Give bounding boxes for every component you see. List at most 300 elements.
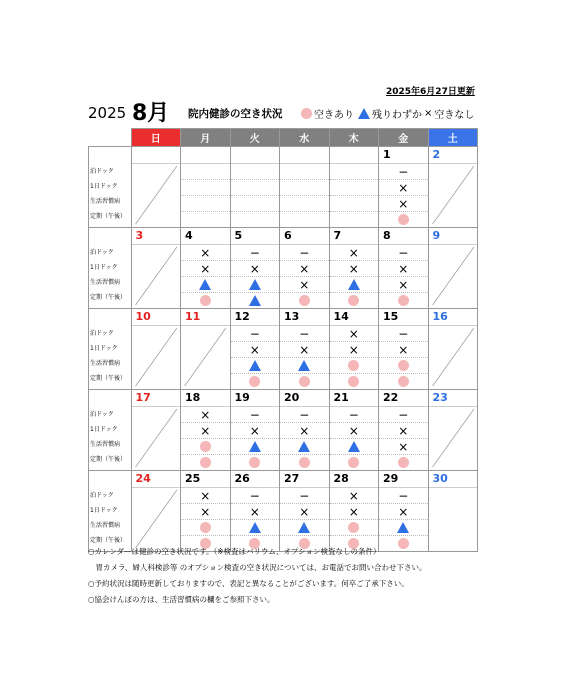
availability-slot [231,520,280,536]
status-mark: × [200,261,211,276]
day-number: 9 [429,228,478,245]
availability-slot [280,245,329,261]
day-number: 28 [330,471,379,488]
availability-slot [231,293,280,308]
availability-slot [181,520,230,536]
label-column-header [89,129,132,147]
availability-slot [330,358,379,374]
availability-slot [330,212,379,227]
status-mark: × [348,245,359,260]
row-label: 定期（午後） [90,537,127,544]
availability-slot [181,504,230,520]
status-mark: − [299,488,310,503]
day-number: 11 [181,309,230,326]
availability-slot [231,504,280,520]
row-label: 泊ドック [90,492,114,499]
availability-slot [330,455,379,470]
row-label: 1日ドック [90,264,118,271]
day-cell [280,147,330,228]
row-labels [89,228,132,309]
status-mark: − [398,326,409,341]
availability-slot [280,277,329,293]
closed-slash [132,164,181,226]
availability-slot [280,180,329,196]
status-mark: × [348,488,359,503]
availability-slot [231,488,280,504]
available-circle-icon [299,457,310,468]
day-cell [181,147,231,228]
status-mark: × [398,342,409,357]
availability-slot [181,407,230,423]
day-number: 20 [280,390,329,407]
day-cell [230,390,280,471]
row-label: 泊ドック [90,411,114,418]
available-circle-icon [200,457,211,468]
few-triangle-icon [249,441,261,452]
closed-slash [132,245,181,307]
availability-slot [231,180,280,196]
available-circle-icon [249,376,260,387]
availability-slot [330,520,379,536]
calendar-header [88,96,488,126]
available-circle-icon [299,376,310,387]
few-triangle-icon [348,441,360,452]
week-row [89,390,478,471]
row-labels [89,147,132,228]
status-mark: × [398,439,409,454]
availability-slot [330,407,379,423]
availability-slot [181,261,230,277]
availability-slot [280,520,329,536]
availability-slot [330,439,379,455]
few-triangle-icon [397,522,409,533]
notes [88,544,426,608]
few-triangle-icon [298,441,310,452]
availability-slot [280,423,329,439]
availability-slot [379,342,428,358]
status-mark: × [398,196,409,211]
availability-slot [280,261,329,277]
row-label: 生活習慣病 [90,198,121,205]
weekday-header-row [89,129,478,147]
availability-slot [231,277,280,293]
weekday-mon: 月 [181,129,231,147]
day-cell [329,147,379,228]
status-mark: − [299,245,310,260]
day-number [280,147,329,164]
day-number: 24 [132,471,181,488]
status-mark: × [299,261,310,276]
note-2: 胃カメラ、婦人科検診等 のオプション検査の空き状況については、お電話でお問い合わせ下さい。 [88,563,427,572]
legend-available [301,106,354,121]
available-circle-icon [348,522,359,533]
availability-slot [231,407,280,423]
availability-slot [379,164,428,180]
availability-slot [181,293,230,308]
day-cell [280,228,330,309]
closed-slash [429,407,478,469]
availability-slot [330,245,379,261]
row-label: 泊ドック [90,330,114,337]
day-number [132,147,181,164]
status-mark: × [200,423,211,438]
availability-slot [231,164,280,180]
day-cell [181,390,231,471]
day-cell [131,147,181,228]
triangle-icon [358,108,370,119]
availability-slot [429,518,478,533]
updated-date: 2025年6月27日更新 [386,87,475,97]
weekday-tue: 火 [230,129,280,147]
day-cell [181,228,231,309]
few-triangle-icon [199,279,211,290]
status-mark: × [299,342,310,357]
availability-slot [231,212,280,227]
day-cell [230,147,280,228]
row-label: 定期（午後） [90,456,127,463]
day-cell [379,309,429,390]
available-circle-icon [398,360,409,371]
status-mark: × [398,261,409,276]
day-number: 7 [330,228,379,245]
availability-slot [231,423,280,439]
day-number: 17 [132,390,181,407]
legend-none [424,106,474,121]
row-label: 1日ドック [90,507,118,514]
few-triangle-icon [348,279,360,290]
available-circle-icon [200,522,211,533]
day-cell [379,228,429,309]
day-number: 6 [280,228,329,245]
day-cell [428,228,478,309]
status-mark: × [249,261,260,276]
closed-slash [132,326,181,388]
status-mark: × [299,277,310,292]
availability-slot [379,261,428,277]
status-mark: × [398,180,409,195]
note-4: ○協会けんぽの方は、生活習慣病の欄をご参照下さい。 [88,595,275,604]
availability-slot [280,326,329,342]
few-triangle-icon [298,522,310,533]
availability-slot [181,455,230,470]
day-number: 29 [379,471,428,488]
weekday-fri: 金 [379,129,429,147]
day-number: 19 [231,390,280,407]
day-cell [181,471,231,552]
availability-slot [379,180,428,196]
availability-slot [181,488,230,504]
availability-slot [280,196,329,212]
day-number: 21 [330,390,379,407]
status-mark: − [299,326,310,341]
row-label: 1日ドック [90,345,118,352]
availability-slot [280,358,329,374]
day-number: 8 [379,228,428,245]
week-row [89,309,478,390]
available-circle-icon [398,214,409,225]
day-cell [379,390,429,471]
status-mark: − [249,407,260,422]
legend-few [358,106,422,121]
availability-slot [280,407,329,423]
availability-slot [379,245,428,261]
day-cell [230,228,280,309]
day-number: 30 [429,471,478,488]
status-mark: − [398,164,409,179]
day-cell [428,309,478,390]
availability-slot [231,261,280,277]
status-mark: × [249,504,260,519]
day-cell [379,147,429,228]
availability-slot [379,488,428,504]
page-title: 院内健診の空き状況 [188,108,283,120]
day-cell [329,390,379,471]
status-mark: − [348,407,359,422]
day-number: 27 [280,471,329,488]
day-cell [329,309,379,390]
status-mark: × [200,504,211,519]
availability-slot [379,212,428,227]
availability-slot [231,439,280,455]
day-cell [329,471,379,552]
available-circle-icon [398,457,409,468]
status-mark: × [348,423,359,438]
availability-slot [231,245,280,261]
availability-slot [429,488,478,503]
day-number: 10 [132,309,181,326]
day-cell [280,471,330,552]
day-cell [131,471,181,552]
availability-slot [330,374,379,389]
status-mark: − [398,488,409,503]
day-number: 4 [181,228,230,245]
day-number: 1 [379,147,428,164]
availability-slot [330,180,379,196]
row-label: 定期（午後） [90,294,127,301]
week-row [89,471,478,552]
weekday-sun: 日 [131,129,181,147]
available-circle-icon [348,295,359,306]
few-triangle-icon [249,522,261,533]
status-mark: − [398,407,409,422]
day-cell [428,471,478,552]
closed-slash [132,488,181,550]
availability-slot [429,533,478,548]
status-mark: × [200,245,211,260]
available-circle-icon [299,295,310,306]
day-number: 12 [231,309,280,326]
status-mark: × [249,342,260,357]
availability-slot [181,439,230,455]
calendar-table [88,128,478,552]
day-number: 14 [330,309,379,326]
availability-slot [280,455,329,470]
day-number: 25 [181,471,230,488]
row-label: 生活習慣病 [90,279,121,286]
status-mark: − [299,407,310,422]
availability-slot [379,277,428,293]
row-label: 定期（午後） [90,213,127,220]
day-number: 18 [181,390,230,407]
availability-slot [379,293,428,308]
closed-slash [132,407,181,469]
availability-slot [280,164,329,180]
month: 8月 [132,101,170,126]
available-circle-icon [348,360,359,371]
availability-slot [280,374,329,389]
status-mark: × [200,407,211,422]
closed-slash [429,326,478,388]
day-cell [181,309,231,390]
status-mark: − [249,326,260,341]
availability-slot [330,488,379,504]
status-mark: × [348,342,359,357]
note-1: ○カレンダーは健診の空き状況です。（※検査はバリウム、オプション検査なしの条件） [88,547,381,556]
day-number: 16 [429,309,478,326]
status-mark: × [398,423,409,438]
status-mark: × [348,326,359,341]
availability-slot [379,520,428,536]
day-cell [280,309,330,390]
row-label: 生活習慣病 [90,441,121,448]
availability-slot [379,423,428,439]
row-label: 生活習慣病 [90,522,121,529]
status-mark: × [299,504,310,519]
available-circle-icon [348,457,359,468]
note-3: ○予約状況は随時更新しておりますので、表記と異なることがございます。何卒ご了承下さい。 [88,579,409,588]
availability-slot [231,374,280,389]
day-cell [131,390,181,471]
availability-slot [379,504,428,520]
cross-icon: × [424,108,433,119]
row-labels [89,471,132,552]
closed-slash [429,164,478,226]
row-labels [89,309,132,390]
closed-slash [181,326,230,388]
availability-slot [181,212,230,227]
availability-slot [181,164,230,180]
day-cell [131,228,181,309]
few-triangle-icon [249,360,261,371]
day-cell [230,471,280,552]
availability-slot [280,293,329,308]
weekday-thu: 木 [329,129,379,147]
row-labels [89,390,132,471]
row-label: 定期（午後） [90,375,127,382]
row-label: 生活習慣病 [90,360,121,367]
availability-slot [280,504,329,520]
day-number: 3 [132,228,181,245]
availability-slot [231,358,280,374]
availability-slot [181,423,230,439]
row-label: 泊ドック [90,168,114,175]
status-mark: × [348,261,359,276]
status-mark: × [348,504,359,519]
day-cell [428,147,478,228]
legend-available-label: 空きあり [314,110,354,121]
availability-slot [330,342,379,358]
day-number: 15 [379,309,428,326]
closed-slash [429,245,478,307]
weekday-wed: 水 [280,129,330,147]
availability-slot [330,423,379,439]
day-cell [428,390,478,471]
availability-slot [330,504,379,520]
availability-slot [379,455,428,470]
availability-slot [379,196,428,212]
availability-slot [181,277,230,293]
availability-slot [330,293,379,308]
day-number: 13 [280,309,329,326]
status-mark: × [398,277,409,292]
availability-slot [330,277,379,293]
availability-slot [280,212,329,227]
availability-slot [379,374,428,389]
day-cell [230,309,280,390]
availability-slot [330,326,379,342]
availability-slot [330,261,379,277]
available-circle-icon [200,295,211,306]
day-number [330,147,379,164]
weekday-sat: 土 [428,129,478,147]
day-number: 26 [231,471,280,488]
status-mark: × [299,423,310,438]
few-triangle-icon [249,295,261,306]
status-mark: × [200,488,211,503]
few-triangle-icon [249,279,261,290]
available-circle-icon [398,295,409,306]
day-number: 2 [429,147,478,164]
few-triangle-icon [298,360,310,371]
available-circle-icon [348,376,359,387]
availability-slot [231,342,280,358]
status-mark: × [398,504,409,519]
available-circle-icon [398,376,409,387]
circle-icon [301,108,312,119]
availability-slot [330,164,379,180]
availability-slot [231,455,280,470]
availability-slot [231,326,280,342]
availability-slot [330,196,379,212]
availability-slot [280,439,329,455]
day-cell [280,390,330,471]
day-number: 22 [379,390,428,407]
available-circle-icon [200,441,211,452]
available-circle-icon [249,457,260,468]
year: 2025 [88,104,127,122]
day-number: 5 [231,228,280,245]
availability-slot [181,180,230,196]
row-label: 1日ドック [90,183,118,190]
row-label: 1日ドック [90,426,118,433]
status-mark: − [249,245,260,260]
availability-slot [181,245,230,261]
availability-slot [181,196,230,212]
availability-slot [280,488,329,504]
day-cell [131,309,181,390]
day-number: 23 [429,390,478,407]
day-cell [379,471,429,552]
availability-slot [379,439,428,455]
status-mark: − [249,488,260,503]
availability-slot [379,407,428,423]
day-cell [329,228,379,309]
availability-slot [429,503,478,518]
status-mark: − [398,245,409,260]
legend-none-label: 空きなし [434,110,475,121]
status-mark: × [249,423,260,438]
day-number [181,147,230,164]
